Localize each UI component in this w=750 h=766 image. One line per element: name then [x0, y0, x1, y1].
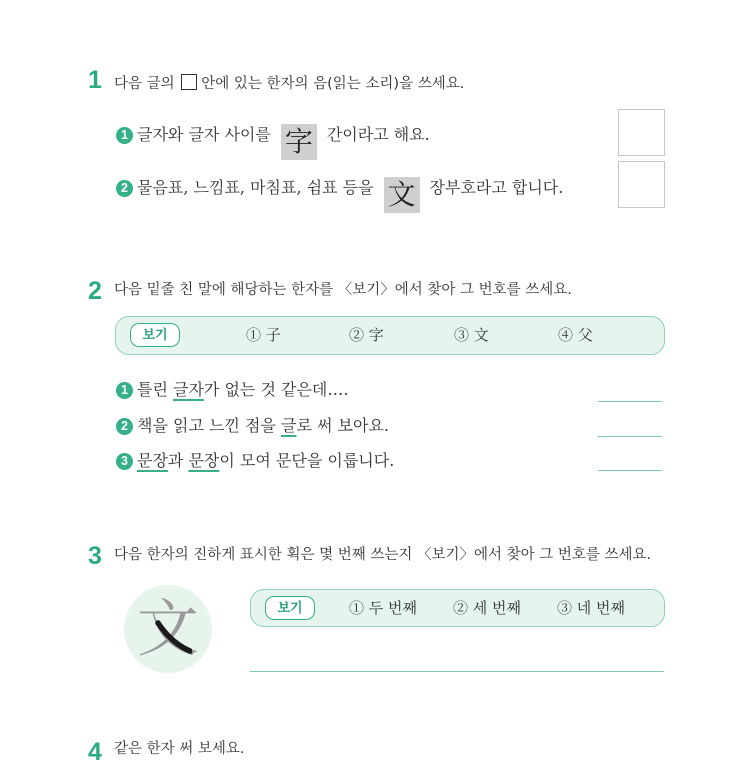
- item-text: 책을 읽고 느낀 점을: [137, 416, 281, 435]
- item-number-badge: 2: [116, 180, 133, 197]
- answer-line-2[interactable]: [598, 436, 662, 437]
- boki-label: 보기: [130, 323, 180, 347]
- answer-box-1[interactable]: [618, 109, 665, 156]
- question-2-prompt: 다음 밑줄 친 말에 해당하는 한자를 〈보기〉에서 찾아 그 번호를 쓰세요.: [114, 282, 572, 298]
- underlined-word: 글: [281, 416, 297, 435]
- boki-option-3: ③ 文: [454, 326, 489, 344]
- answer-line-1[interactable]: [598, 401, 662, 402]
- boki-option-2: ② 字: [349, 326, 384, 344]
- boki-option-3: ③ 네 번째: [557, 599, 626, 617]
- answer-line-3[interactable]: [598, 470, 662, 471]
- question-3-prompt: 다음 한자의 진하게 표시한 획은 몇 번째 쓰는지 〈보기〉에서 찾아 그 번호를 쓰세요.: [114, 547, 652, 563]
- blank-square-icon: [181, 74, 197, 90]
- answer-line-q3[interactable]: [250, 671, 664, 672]
- item-text-after: 장부호라고 합니다.: [429, 178, 564, 197]
- hanja-character: 文: [136, 592, 199, 665]
- boki-option-1: ① 두 번째: [349, 599, 418, 617]
- item-text-before: 글자와 글자 사이를: [137, 125, 271, 144]
- question-number-1: 1: [88, 66, 102, 94]
- highlighted-hanja: 文: [384, 177, 420, 213]
- question-number-3: 3: [88, 542, 102, 570]
- bold-stroke-highlight-icon: [152, 615, 192, 655]
- q2-item-2: [116, 418, 389, 435]
- question-number-4: 4: [88, 738, 102, 766]
- item-number-badge: 1: [116, 127, 133, 144]
- boki-option-4: ④ 父: [558, 326, 593, 344]
- highlighted-hanja: 字: [281, 124, 317, 160]
- underlined-word: 글자: [173, 380, 204, 399]
- boki-option-2: ② 세 번째: [453, 599, 522, 617]
- underlined-word: 문장: [188, 451, 220, 470]
- item-text: 과: [167, 451, 189, 470]
- item-text: 가 없는 것 같은데….: [203, 380, 349, 399]
- item-number-badge: 2: [116, 418, 133, 435]
- boki-option-1: ① 子: [246, 326, 281, 344]
- boki-option-bar-q3: [250, 589, 665, 627]
- prompt-text-before: 다음 글의: [114, 76, 175, 92]
- question-1-prompt: [114, 74, 464, 92]
- q2-item-3: [116, 453, 394, 470]
- answer-box-2[interactable]: [618, 161, 665, 208]
- hanja-stroke-figure: [124, 585, 212, 673]
- q1-item-1: [116, 124, 430, 160]
- item-text-after: 간이라고 해요.: [326, 125, 430, 144]
- boki-label: 보기: [265, 596, 315, 620]
- q1-item-2: [116, 177, 563, 213]
- question-number-2: 2: [88, 277, 102, 305]
- item-text: 로 써 보아요.: [296, 416, 390, 435]
- item-text-before: 물음표, 느낌표, 마침표, 쉼표 등을: [137, 178, 374, 197]
- prompt-text-after: 안에 있는 한자의 음(읽는 소리)을 쓰세요.: [201, 76, 465, 92]
- underlined-word: 문장: [137, 451, 168, 470]
- item-text: 틀린: [137, 380, 173, 399]
- item-number-badge: 3: [116, 453, 133, 470]
- item-number-badge: 1: [116, 382, 133, 399]
- boki-option-bar: [115, 316, 665, 355]
- item-text: 이 모여 문단을 이룹니다.: [219, 451, 395, 470]
- question-4-prompt: 같은 한자 써 보세요.: [114, 741, 245, 757]
- q2-item-1: [116, 382, 348, 399]
